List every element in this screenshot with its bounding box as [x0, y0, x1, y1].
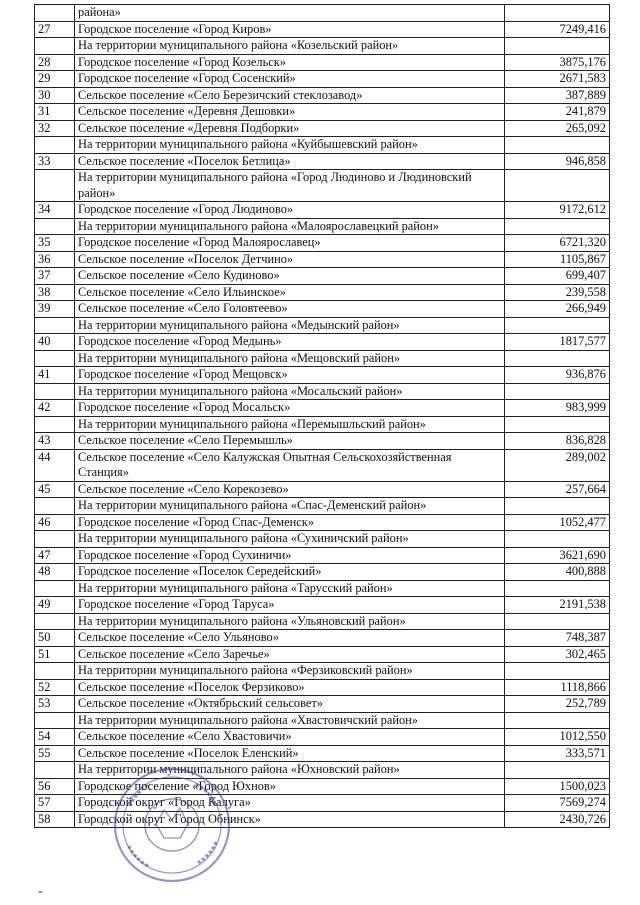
settlement-name: Сельское поселение «Село Хвастовичи» — [75, 729, 505, 746]
settlement-row — [35, 778, 610, 795]
row-number: 48 — [35, 564, 75, 581]
settlement-name: Сельское поселение «Деревня Подборки» — [75, 120, 505, 137]
row-number — [35, 170, 75, 202]
settlement-name: Сельское поселение «Село Заречье» — [75, 646, 505, 663]
amount-value — [505, 613, 610, 630]
settlement-name: Сельское поселение «Поселок Бетлица» — [75, 153, 505, 170]
settlement-name: Сельское поселение «Село Кудиново» — [75, 268, 505, 285]
amount-value: 2430,726 — [505, 811, 610, 828]
amount-value: 387,889 — [505, 87, 610, 104]
district-header-row — [35, 663, 610, 680]
row-number — [35, 137, 75, 154]
settlement-row — [35, 235, 610, 252]
district-name: На территории муниципального района «Козельский район» — [75, 38, 505, 55]
row-number: 56 — [35, 778, 75, 795]
settlement-row — [35, 87, 610, 104]
district-header-row — [35, 317, 610, 334]
settlement-row — [35, 449, 610, 481]
settlement-row — [35, 433, 610, 450]
district-name: На территории муниципального района «Мещовский район» — [75, 350, 505, 367]
settlement-row — [35, 120, 610, 137]
district-name: На территории муниципального района «Малоярославецкий район» — [75, 218, 505, 235]
amount-value: 1012,550 — [505, 729, 610, 746]
settlement-name: Городское поселение «Город Людиново» — [75, 202, 505, 219]
amount-value: 9172,612 — [505, 202, 610, 219]
row-number — [35, 5, 75, 22]
amount-value — [505, 170, 610, 202]
row-number: 57 — [35, 795, 75, 812]
row-number: 28 — [35, 54, 75, 71]
amount-value — [505, 531, 610, 548]
settlement-row — [35, 54, 610, 71]
row-number: 35 — [35, 235, 75, 252]
settlement-row — [35, 547, 610, 564]
amount-value — [505, 350, 610, 367]
amount-value — [505, 38, 610, 55]
district-header-row — [35, 416, 610, 433]
settlement-name: Городское поселение «Город Сухиничи» — [75, 547, 505, 564]
row-number: 33 — [35, 153, 75, 170]
row-number: 53 — [35, 696, 75, 713]
row-number: 47 — [35, 547, 75, 564]
row-number — [35, 383, 75, 400]
row-number: 50 — [35, 630, 75, 647]
row-number — [35, 580, 75, 597]
settlement-row — [35, 251, 610, 268]
amount-value: 836,828 — [505, 433, 610, 450]
amount-value — [505, 137, 610, 154]
settlement-row — [35, 21, 610, 38]
settlement-name: Городской округ «Город Обнинск» — [75, 811, 505, 828]
row-number: 39 — [35, 301, 75, 318]
settlement-name: Сельское поселение «Поселок Детчино» — [75, 251, 505, 268]
row-number: 40 — [35, 334, 75, 351]
row-number: 38 — [35, 284, 75, 301]
settlement-name: Городское поселение «Город Медынь» — [75, 334, 505, 351]
amount-value: 1105,867 — [505, 251, 610, 268]
amount-value: 302,465 — [505, 646, 610, 663]
row-number: 46 — [35, 514, 75, 531]
amount-value — [505, 762, 610, 779]
row-number — [35, 38, 75, 55]
settlement-row — [35, 202, 610, 219]
amount-value: 239,558 — [505, 284, 610, 301]
settlement-name: Сельское поселение «Октябрьский сельсовет» — [75, 696, 505, 713]
footer-mark: - — [38, 884, 43, 899]
district-name: На территории муниципального района «Куйбышевский район» — [75, 137, 505, 154]
row-number — [35, 762, 75, 779]
settlement-name: Сельское поселение «Поселок Ферзиково» — [75, 679, 505, 696]
row-number: 30 — [35, 87, 75, 104]
settlement-row — [35, 334, 610, 351]
settlement-name: Сельское поселение «Село Корекозево» — [75, 481, 505, 498]
district-name: На территории муниципального района «Медынский район» — [75, 317, 505, 334]
settlement-name: Городское поселение «Город Козельск» — [75, 54, 505, 71]
row-number: 45 — [35, 481, 75, 498]
settlement-name: Сельское поселение «Поселок Еленский» — [75, 745, 505, 762]
settlement-name: Сельское поселение «Село Ульяново» — [75, 630, 505, 647]
settlements-budget-table — [34, 4, 610, 828]
amount-value: 7249,416 — [505, 21, 610, 38]
amount-value: 2671,583 — [505, 71, 610, 88]
row-number — [35, 350, 75, 367]
district-header-row — [35, 5, 610, 22]
amount-value: 699,407 — [505, 268, 610, 285]
settlement-row — [35, 646, 610, 663]
settlement-row — [35, 696, 610, 713]
district-name: На территории муниципального района «Ферзиковский район» — [75, 663, 505, 680]
row-number — [35, 416, 75, 433]
district-name: На территории муниципального района «Тарусский район» — [75, 580, 505, 597]
district-name: района» — [75, 5, 505, 22]
settlement-name: Городской округ «Город Калуга» — [75, 795, 505, 812]
row-number: 27 — [35, 21, 75, 38]
settlement-row — [35, 104, 610, 121]
row-number: 44 — [35, 449, 75, 481]
amount-value: 266,949 — [505, 301, 610, 318]
district-header-row — [35, 383, 610, 400]
amount-value: 3875,176 — [505, 54, 610, 71]
amount-value: 333,571 — [505, 745, 610, 762]
amount-value — [505, 317, 610, 334]
settlement-name: Сельское поселение «Деревня Дешовки» — [75, 104, 505, 121]
amount-value: 946,858 — [505, 153, 610, 170]
district-header-row — [35, 762, 610, 779]
row-number: 34 — [35, 202, 75, 219]
settlement-row — [35, 597, 610, 614]
amount-value: 400,888 — [505, 564, 610, 581]
settlement-row — [35, 729, 610, 746]
settlement-row — [35, 795, 610, 812]
settlement-row — [35, 284, 610, 301]
row-number: 49 — [35, 597, 75, 614]
settlement-row — [35, 481, 610, 498]
amount-value: 748,387 — [505, 630, 610, 647]
settlement-name: Городское поселение «Город Таруса» — [75, 597, 505, 614]
settlement-name: Городское поселение «Поселок Середейский» — [75, 564, 505, 581]
district-name: На территории муниципального района «Перемышльский район» — [75, 416, 505, 433]
district-header-row — [35, 712, 610, 729]
table-body — [35, 5, 610, 828]
settlement-row — [35, 564, 610, 581]
row-number: 58 — [35, 811, 75, 828]
amount-value — [505, 5, 610, 22]
settlement-row — [35, 679, 610, 696]
amount-value — [505, 580, 610, 597]
settlement-row — [35, 71, 610, 88]
settlement-name: Городское поселение «Город Сосенский» — [75, 71, 505, 88]
amount-value: 2191,538 — [505, 597, 610, 614]
amount-value: 1118,866 — [505, 679, 610, 696]
amount-value — [505, 416, 610, 433]
row-number — [35, 613, 75, 630]
settlement-name: Городское поселение «Город Спас-Деменск» — [75, 514, 505, 531]
settlement-row — [35, 153, 610, 170]
settlement-name: Сельское поселение «Село Головтеево» — [75, 301, 505, 318]
row-number: 29 — [35, 71, 75, 88]
district-name: На территории муниципального района «Хвастовичский район» — [75, 712, 505, 729]
settlement-row — [35, 301, 610, 318]
district-name: На территории муниципального района «Сухиничский район» — [75, 531, 505, 548]
amount-value — [505, 498, 610, 515]
settlement-name: Сельское поселение «Село Перемышль» — [75, 433, 505, 450]
settlement-row — [35, 400, 610, 417]
district-header-row — [35, 350, 610, 367]
row-number — [35, 663, 75, 680]
amount-value — [505, 663, 610, 680]
settlement-row — [35, 630, 610, 647]
amount-value: 265,092 — [505, 120, 610, 137]
district-header-row — [35, 613, 610, 630]
district-name: На территории муниципального района «Город Людиново и Людиновский район» — [75, 170, 505, 202]
row-number: 42 — [35, 400, 75, 417]
settlement-name: Городское поселение «Город Юхнов» — [75, 778, 505, 795]
district-header-row — [35, 580, 610, 597]
row-number: 41 — [35, 367, 75, 384]
settlement-name: Городское поселение «Город Малоярославец» — [75, 235, 505, 252]
row-number — [35, 317, 75, 334]
amount-value — [505, 712, 610, 729]
district-name: На территории муниципального района «Мосальский район» — [75, 383, 505, 400]
row-number — [35, 531, 75, 548]
district-header-row — [35, 170, 610, 202]
amount-value: 241,879 — [505, 104, 610, 121]
row-number: 43 — [35, 433, 75, 450]
settlement-name: Сельское поселение «Село Березичский стеклозавод» — [75, 87, 505, 104]
settlement-row — [35, 514, 610, 531]
settlement-name: Сельское поселение «Село Ильинское» — [75, 284, 505, 301]
row-number: 36 — [35, 251, 75, 268]
amount-value: 7569,274 — [505, 795, 610, 812]
amount-value: 252,789 — [505, 696, 610, 713]
amount-value: 257,664 — [505, 481, 610, 498]
settlement-name: Городское поселение «Город Киров» — [75, 21, 505, 38]
amount-value: 1500,023 — [505, 778, 610, 795]
district-header-row — [35, 38, 610, 55]
amount-value: 3621,690 — [505, 547, 610, 564]
settlement-row — [35, 367, 610, 384]
row-number — [35, 712, 75, 729]
amount-value: 983,999 — [505, 400, 610, 417]
district-header-row — [35, 137, 610, 154]
settlement-row — [35, 268, 610, 285]
settlement-name: Городское поселение «Город Мосальск» — [75, 400, 505, 417]
row-number: 54 — [35, 729, 75, 746]
district-name: На территории муниципального района «Спас-Деменский район» — [75, 498, 505, 515]
row-number: 55 — [35, 745, 75, 762]
row-number — [35, 498, 75, 515]
amount-value — [505, 383, 610, 400]
row-number: 32 — [35, 120, 75, 137]
row-number: 51 — [35, 646, 75, 663]
row-number: 52 — [35, 679, 75, 696]
settlement-name: Сельское поселение «Село Калужская Опытная Сельскохозяйственная Станция» — [75, 449, 505, 481]
district-header-row — [35, 218, 610, 235]
row-number: 37 — [35, 268, 75, 285]
amount-value: 6721,320 — [505, 235, 610, 252]
settlement-row — [35, 811, 610, 828]
settlement-row — [35, 745, 610, 762]
settlement-name: Городское поселение «Город Мещовск» — [75, 367, 505, 384]
district-header-row — [35, 531, 610, 548]
district-name: На территории муниципального района «Ульяновский район» — [75, 613, 505, 630]
district-header-row — [35, 498, 610, 515]
row-number — [35, 218, 75, 235]
row-number: 31 — [35, 104, 75, 121]
amount-value — [505, 218, 610, 235]
amount-value: 289,002 — [505, 449, 610, 481]
district-name: На территории муниципального района «Юхновский район» — [75, 762, 505, 779]
amount-value: 936,876 — [505, 367, 610, 384]
amount-value: 1817,577 — [505, 334, 610, 351]
amount-value: 1052,477 — [505, 514, 610, 531]
